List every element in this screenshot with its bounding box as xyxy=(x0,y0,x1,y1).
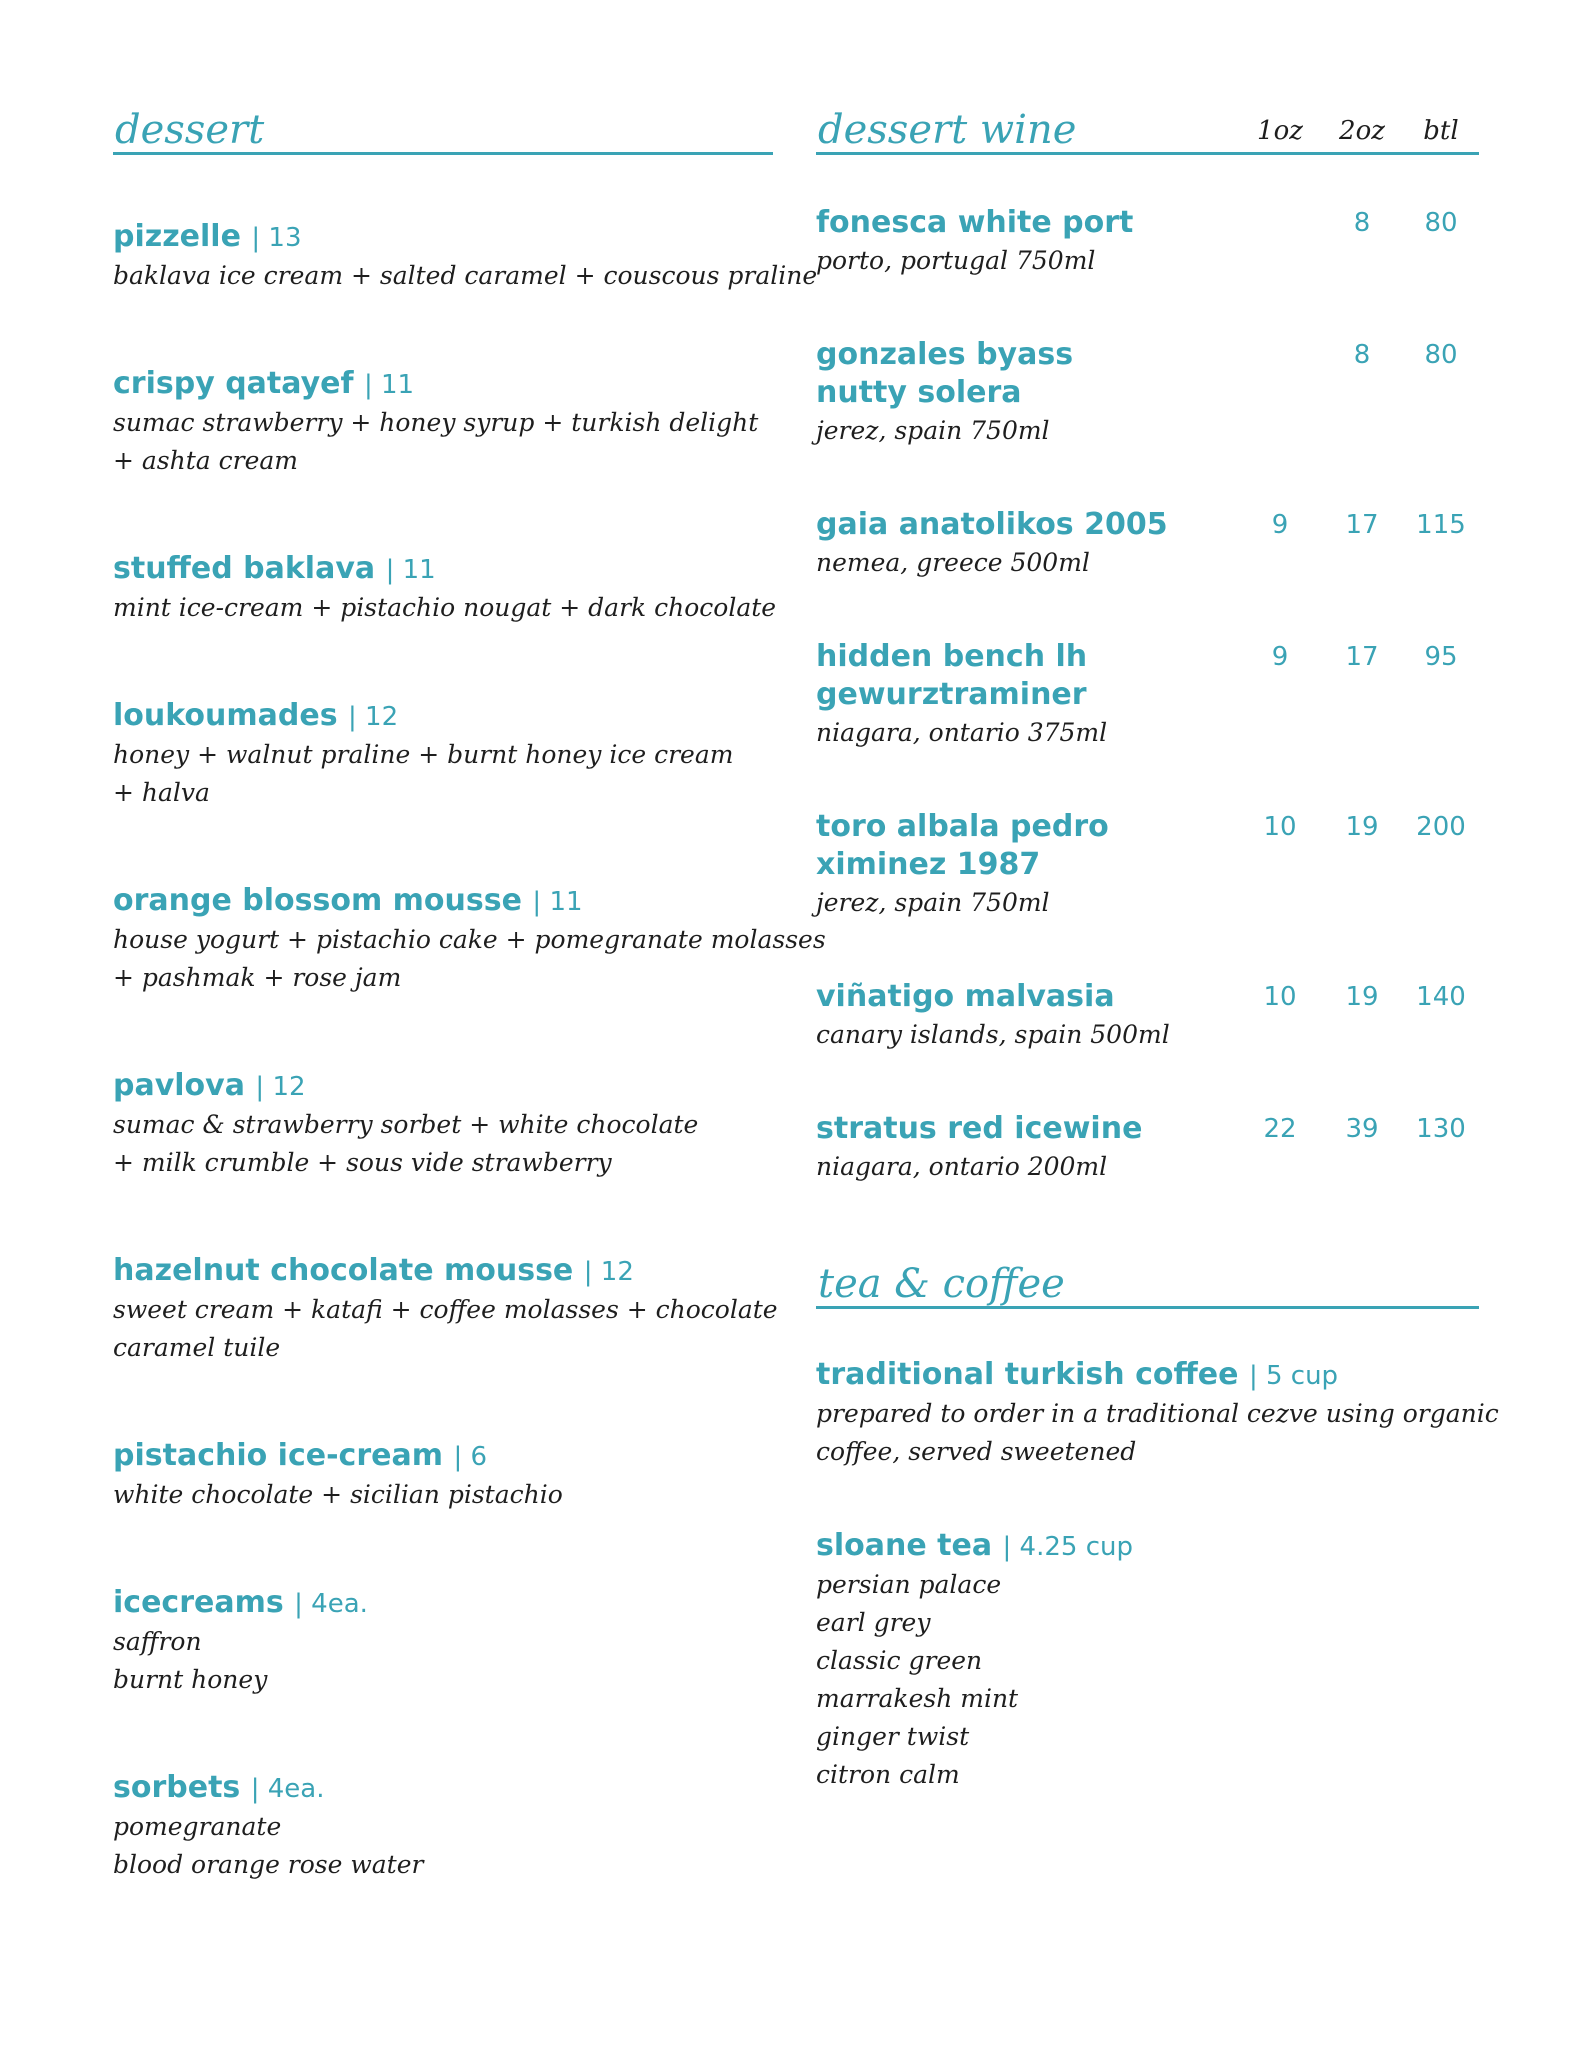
dessert-item-sorbets xyxy=(113,1769,773,1884)
price-1oz: 9 xyxy=(1271,510,1289,540)
tea-variety: persian palace xyxy=(816,1570,1002,1599)
item-name: pistachio ice-cream | 6 xyxy=(113,1438,488,1473)
item-description: saffron xyxy=(113,1627,202,1656)
wine-item-toro-albala xyxy=(816,808,1479,922)
column-header-btl: btl xyxy=(1423,116,1459,146)
item-price: | 6 xyxy=(453,1442,488,1472)
dessert-item-hazelnut-chocolate-mousse xyxy=(113,1252,778,1367)
price-1oz: 22 xyxy=(1263,1114,1297,1144)
price-btl: 140 xyxy=(1416,982,1466,1012)
wine-origin: nemea, greece 500ml xyxy=(816,548,1090,577)
wine-prices xyxy=(1179,204,1479,242)
item-description: + ashta cream xyxy=(113,446,298,475)
wine-prices xyxy=(1179,506,1479,544)
item-name: crispy qatayef | 11 xyxy=(113,366,415,401)
item-description: sweet cream + katafi + coffee molasses + chocolate xyxy=(113,1295,778,1324)
dessert-item-icecreams xyxy=(113,1584,773,1699)
item-price: | 12 xyxy=(583,1257,634,1287)
wine-item-vinatigo-malvasia xyxy=(816,978,1479,1054)
dessert-item-pistachio-ice-cream xyxy=(113,1437,773,1514)
tea-variety: marrakesh mint xyxy=(816,1684,1019,1713)
dessert-item-loukoumades xyxy=(113,697,773,812)
price-2oz: 17 xyxy=(1345,510,1379,540)
wine-name: hidden bench lh xyxy=(816,639,1088,674)
dessert-item-pavlova xyxy=(113,1067,773,1182)
wine-name: gewurztraminer xyxy=(816,677,1087,712)
pour-size-headers xyxy=(1179,110,1479,144)
item-name: stuffed baklava | 11 xyxy=(113,551,436,586)
item-description: blood orange rose water xyxy=(113,1850,424,1879)
item-description: house yogurt + pistachio cake + pomegranate molasses xyxy=(113,925,826,954)
price-2oz: 19 xyxy=(1345,982,1379,1012)
price-btl: 80 xyxy=(1424,340,1458,370)
item-price: | 4ea. xyxy=(250,1774,325,1804)
item-description: white chocolate + sicilian pistachio xyxy=(113,1480,563,1509)
wine-prices xyxy=(1179,638,1479,676)
dessert-wine-section-header xyxy=(816,96,1479,155)
item-description: honey + walnut praline + burnt honey ice cream xyxy=(113,740,734,769)
price-btl: 95 xyxy=(1424,642,1458,672)
wine-item-fonesca-white-port xyxy=(816,204,1479,280)
price-btl: 115 xyxy=(1416,510,1466,540)
tea-item-sloane-tea xyxy=(816,1527,1479,1794)
price-1oz: 10 xyxy=(1263,812,1297,842)
wine-name: gaia anatolikos 2005 xyxy=(816,507,1168,542)
item-description: + halva xyxy=(113,778,210,807)
price-2oz: 19 xyxy=(1345,812,1379,842)
wine-item-stratus-red-icewine xyxy=(816,1110,1479,1186)
tea-variety: ginger twist xyxy=(816,1722,970,1751)
tea-coffee-section-title: tea & coffee xyxy=(818,1261,1065,1307)
wine-name: fonesca white port xyxy=(816,205,1134,240)
price-1oz: 9 xyxy=(1271,642,1289,672)
wine-prices xyxy=(1179,336,1479,374)
item-name: pizzelle | 13 xyxy=(113,219,302,254)
dessert-wine-section-title: dessert wine xyxy=(818,107,1077,153)
dessert-item-stuffed-baklava xyxy=(113,550,777,627)
wine-name: stratus red icewine xyxy=(816,1111,1143,1146)
price-btl: 200 xyxy=(1416,812,1466,842)
price-2oz: 8 xyxy=(1353,208,1371,238)
wine-prices xyxy=(1179,978,1479,1016)
item-description: mint ice-cream + pistachio nougat + dark chocolate xyxy=(113,593,777,622)
wine-origin: niagara, ontario 375ml xyxy=(816,718,1108,747)
dessert-item-crispy-qatayef xyxy=(113,365,773,480)
wine-name: toro albala pedro xyxy=(816,809,1109,844)
price-1oz: 10 xyxy=(1263,982,1297,1012)
item-price: | 4ea. xyxy=(294,1589,368,1619)
dessert-section-header xyxy=(113,96,773,155)
item-name: sloane tea | 4.25 cup xyxy=(816,1528,1133,1563)
item-description: sumac & strawberry sorbet + white chocolate xyxy=(113,1110,699,1139)
wine-prices xyxy=(1179,1110,1479,1148)
item-description: coffee, served sweetened xyxy=(816,1437,1137,1466)
item-name: pavlova | 12 xyxy=(113,1068,306,1103)
item-name: loukoumades | 12 xyxy=(113,698,399,733)
wine-origin: canary islands, spain 500ml xyxy=(816,1020,1170,1049)
dessert-section-title: dessert xyxy=(115,107,265,153)
item-description: baklava ice cream + salted caramel + couscous praline xyxy=(113,261,818,290)
item-description: + pashmak + rose jam xyxy=(113,963,402,992)
item-price: | 13 xyxy=(251,223,302,253)
item-description: pomegranate xyxy=(113,1812,282,1841)
dessert-item-orange-blossom-mousse xyxy=(113,882,826,997)
wine-origin: jerez, spain 750ml xyxy=(816,416,1050,445)
item-name: traditional turkish coffee | 5 cup xyxy=(816,1357,1339,1392)
item-price: | 12 xyxy=(255,1072,306,1102)
price-2oz: 39 xyxy=(1345,1114,1379,1144)
wine-name: gonzales byass xyxy=(816,337,1074,372)
item-price: | 12 xyxy=(348,702,399,732)
item-description: prepared to order in a traditional cezve using organic xyxy=(816,1399,1499,1428)
item-description: + milk crumble + sous vide strawberry xyxy=(113,1148,612,1177)
wine-name: viñatigo malvasia xyxy=(816,979,1115,1014)
wine-origin: jerez, spain 750ml xyxy=(816,888,1050,917)
item-name: icecreams | 4ea. xyxy=(113,1585,368,1620)
wine-origin: porto, portugal 750ml xyxy=(816,246,1096,275)
item-price: | 5 cup xyxy=(1248,1361,1339,1391)
item-price: | 4.25 cup xyxy=(1002,1532,1133,1562)
item-name: orange blossom mousse | 11 xyxy=(113,883,583,918)
item-name: sorbets | 4ea. xyxy=(113,1770,325,1805)
wine-prices xyxy=(1179,808,1479,846)
item-price: | 11 xyxy=(532,887,583,917)
dessert-item-pizzelle xyxy=(113,218,818,295)
wine-item-gonzales-byass xyxy=(816,336,1479,450)
price-2oz: 8 xyxy=(1353,340,1371,370)
item-name: hazelnut chocolate mousse | 12 xyxy=(113,1253,634,1288)
item-price: | 11 xyxy=(385,555,436,585)
item-price: | 11 xyxy=(363,370,415,400)
item-description: sumac strawberry + honey syrup + turkish delight xyxy=(113,408,759,437)
wine-origin: niagara, ontario 200ml xyxy=(816,1152,1108,1181)
price-btl: 80 xyxy=(1424,208,1458,238)
column-header-1oz: 1oz xyxy=(1257,116,1303,146)
tea-item-turkish-coffee xyxy=(816,1356,1499,1471)
item-description: burnt honey xyxy=(113,1665,268,1694)
column-header-2oz: 2oz xyxy=(1339,116,1385,146)
tea-variety: citron calm xyxy=(816,1760,960,1789)
price-2oz: 17 xyxy=(1345,642,1379,672)
tea-coffee-section-header xyxy=(816,1250,1479,1309)
item-description: caramel tuile xyxy=(113,1333,281,1362)
wine-item-gaia-anatolikos xyxy=(816,506,1479,582)
wine-name: ximinez 1987 xyxy=(816,847,1041,882)
tea-variety: classic green xyxy=(816,1646,983,1675)
wine-item-hidden-bench xyxy=(816,638,1479,752)
tea-variety: earl grey xyxy=(816,1608,931,1637)
wine-name: nutty solera xyxy=(816,375,1022,410)
price-btl: 130 xyxy=(1416,1114,1466,1144)
